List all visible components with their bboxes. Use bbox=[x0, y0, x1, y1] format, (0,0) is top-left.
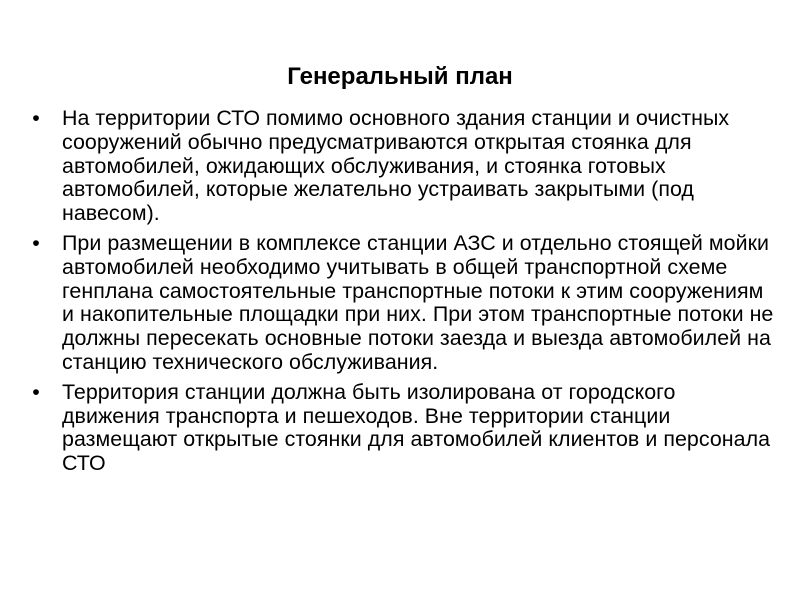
slide-title: Генеральный план bbox=[287, 63, 513, 90]
bullet-text: На территории СТО помимо основного здания станции и очистных сооружений обычно предусматриваются открытая стоянка для автомобилей, ожидающих обслуживания, и стоянка готовых автомобилей, которые желательно устраивать закрытыми (под навесом). bbox=[62, 106, 730, 226]
bullet-dot-icon: • bbox=[32, 379, 40, 404]
bullet-item bbox=[24, 232, 774, 375]
bullet-item bbox=[24, 107, 774, 226]
bullet-dot-icon: • bbox=[32, 106, 40, 130]
bullet-item bbox=[24, 381, 774, 476]
bullet-list bbox=[24, 107, 774, 482]
bullet-dot-icon: • bbox=[32, 230, 40, 255]
bullet-text: Территория станции должна быть изолирована от городского движения транспорта и пешеходов. Вне территории станции размещают открытые стоянки для автомобилей клиентов и персонала СТО bbox=[62, 379, 771, 476]
bullet-text: При размещении в комплексе станции АЗС и отдельно стоящей мойки автомобилей необходимо учитывать в общей транспортной схеме генплана самостоятельные транспортные потоки к этим сооружениям и накопительные площадки при них. При этом транспортные потоки не должны пересекать основные потоки заезда и выезда автомобилей на станцию технического обслуживания. bbox=[62, 230, 774, 374]
